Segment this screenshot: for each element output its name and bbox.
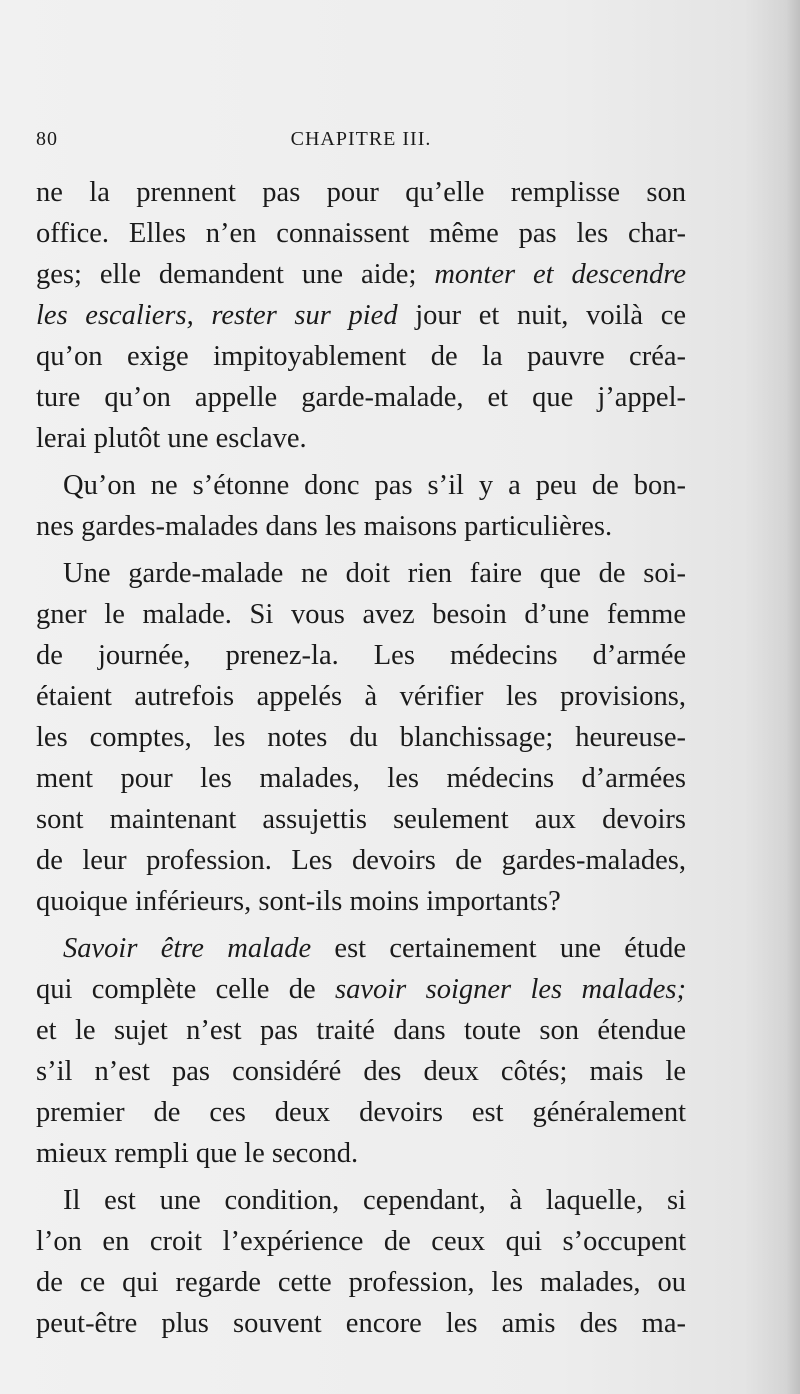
- text-line: [36, 1221, 686, 1262]
- text-run: jour et nuit, voilà ce: [397, 300, 686, 331]
- text-run: ges; elle demandent une aide;: [36, 259, 435, 290]
- text-line: [36, 1010, 686, 1051]
- text-run: quoique inférieurs, sont-ils moins importants?: [36, 886, 561, 917]
- page-edge-shadow: [786, 0, 800, 1394]
- text-run: Une garde-malade ne doit rien faire que de soi-: [63, 558, 686, 589]
- running-title: CHAPITRE III.: [290, 128, 432, 150]
- text-line: [36, 594, 686, 635]
- text-run: de ce qui regarde cette profession, les malades, ou: [36, 1267, 686, 1298]
- text-line: [36, 553, 686, 594]
- text-line: [36, 676, 686, 717]
- text-run: s’il n’est pas considéré des deux côtés; mais le: [36, 1056, 686, 1087]
- text-run: l’on en croit l’expérience de ceux qui s’occupent: [36, 1226, 686, 1257]
- text-line: [36, 758, 686, 799]
- italic-text: savoir soigner les malades;: [335, 974, 686, 1005]
- page-header: [36, 128, 686, 162]
- text-run: qui complète celle de: [36, 974, 336, 1005]
- text-run: Qu’on ne s’étonne donc pas s’il y a peu de bon-: [63, 470, 686, 501]
- text-line: [36, 1051, 686, 1092]
- italic-text: Savoir être malade: [63, 933, 312, 964]
- text-run: ne la prennent pas pour qu’elle remplisse son: [36, 177, 686, 208]
- page-number: 80: [36, 128, 58, 150]
- text-run: de journée, prenez-la. Les médecins d’armée: [36, 640, 686, 671]
- text-line: [36, 840, 686, 881]
- text-run: est certainement une étude: [311, 933, 686, 964]
- text-run: étaient autrefois appelés à vérifier les provisions,: [36, 681, 686, 712]
- text-run: lerai plutôt une esclave.: [36, 423, 307, 454]
- text-run: ment pour les malades, les médecins d’armées: [36, 763, 686, 794]
- text-run: qu’on exige impitoyablement de la pauvre créa-: [36, 341, 686, 372]
- text-line: [36, 1180, 686, 1221]
- italic-text: les escaliers, rester sur pied: [36, 300, 398, 331]
- text-run: ture qu’on appelle garde-malade, et que j’appel-: [36, 382, 686, 413]
- text-line: [36, 1133, 686, 1174]
- text-line: [36, 295, 686, 336]
- text-run: Il est une condition, cependant, à laquelle, si: [63, 1185, 686, 1216]
- text-run: gner le malade. Si vous avez besoin d’une femme: [36, 599, 686, 630]
- text-run: sont maintenant assujettis seulement aux devoirs: [36, 804, 686, 835]
- text-line: [36, 799, 686, 840]
- italic-text: monter et descendre: [434, 259, 686, 290]
- text-line: [36, 254, 686, 295]
- text-line: [36, 881, 686, 922]
- text-line: [36, 172, 686, 213]
- body-text: [36, 172, 686, 1344]
- text-run: office. Elles n’en connaissent même pas les char-: [36, 218, 686, 249]
- text-line: [36, 506, 686, 547]
- text-line: [36, 717, 686, 758]
- text-line: [36, 1092, 686, 1133]
- text-line: [36, 635, 686, 676]
- text-line: [36, 418, 686, 459]
- text-line: [36, 336, 686, 377]
- text-run: nes gardes-malades dans les maisons particulières.: [36, 511, 613, 542]
- text-line: [36, 465, 686, 506]
- text-line: [36, 1303, 686, 1344]
- text-run: les comptes, les notes du blanchissage; heureuse-: [36, 722, 686, 753]
- text-line: [36, 969, 686, 1010]
- text-run: premier de ces deux devoirs est généralement: [36, 1097, 686, 1128]
- text-run: mieux rempli que le second.: [36, 1138, 359, 1169]
- text-line: [36, 1262, 686, 1303]
- text-run: et le sujet n’est pas traité dans toute son étendue: [36, 1015, 686, 1046]
- text-run: peut-être plus souvent encore les amis des ma-: [36, 1308, 686, 1339]
- text-line: [36, 928, 686, 969]
- text-line: [36, 377, 686, 418]
- text-line: [36, 213, 686, 254]
- text-run: de leur profession. Les devoirs de gardes-malades,: [36, 845, 686, 876]
